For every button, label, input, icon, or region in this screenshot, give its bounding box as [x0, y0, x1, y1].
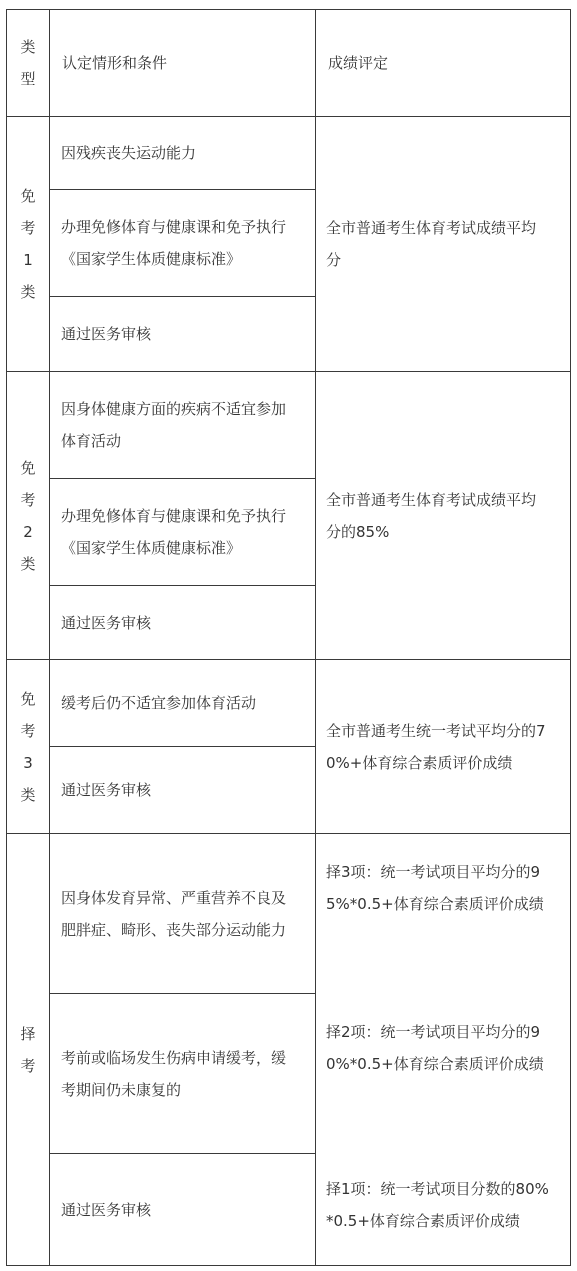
score-line: 分	[326, 251, 342, 269]
condition-cell	[50, 117, 316, 190]
type-cell-exempt-3	[7, 660, 50, 834]
score-line: *0.5+体育综合素质评价成绩	[326, 1212, 520, 1230]
score-option-3	[326, 856, 564, 920]
type-char: 免	[20, 689, 36, 708]
condition-cell	[50, 994, 316, 1154]
score-line: 0%+体育综合素质评价成绩	[326, 753, 513, 772]
type-char: 免	[20, 458, 36, 477]
table-row	[7, 372, 571, 479]
condition-line: 因身体发育异常、严重营养不良及	[61, 888, 287, 907]
condition-cell	[50, 586, 316, 660]
condition-cell	[50, 190, 316, 297]
condition-cell	[50, 297, 316, 372]
score-line: 择2项：统一考试项目平均分的9	[326, 1023, 541, 1041]
header-type-char-2: 型	[20, 70, 36, 88]
score-cell-optional	[316, 834, 571, 1266]
condition-line: 办理免修体育与健康课和免予执行	[61, 507, 287, 525]
score-option-1	[326, 1173, 564, 1237]
condition-cell	[50, 660, 316, 747]
score-line: 全市普通考生体育考试成绩平均	[326, 219, 537, 237]
type-char: 考	[20, 721, 36, 740]
condition-line: 通过医务审核	[61, 325, 152, 343]
type-char: 考	[20, 1056, 36, 1075]
header-type-char-1: 类	[20, 38, 36, 56]
table-row	[7, 834, 571, 994]
score-cell	[316, 372, 571, 660]
condition-cell	[50, 1154, 316, 1266]
condition-line: 因身体健康方面的疾病不适宜参加	[61, 400, 287, 418]
score-line: 全市普通考生体育考试成绩平均	[326, 490, 537, 509]
score-line: 5%*0.5+体育综合素质评价成绩	[326, 895, 544, 913]
type-char: 3	[23, 753, 33, 772]
header-conditions: 认定情形和条件	[50, 10, 316, 117]
type-char: 1	[23, 251, 33, 269]
type-char: 择	[20, 1024, 36, 1043]
condition-cell	[50, 834, 316, 994]
header-row	[7, 10, 571, 117]
condition-line: 考前或临场发生伤病申请缓考，缓	[61, 1048, 287, 1067]
score-line: 0%*0.5+体育综合素质评价成绩	[326, 1055, 544, 1073]
type-char: 考	[20, 490, 36, 509]
type-char: 免	[20, 187, 36, 205]
condition-line: 《国家学生体质健康标准》	[61, 250, 242, 268]
condition-line: 考期间仍未康复的	[61, 1080, 182, 1099]
score-option-2	[326, 1016, 564, 1080]
header-type	[7, 10, 50, 117]
table-row	[7, 660, 571, 747]
condition-line: 通过医务审核	[61, 781, 152, 799]
exemption-criteria-table	[6, 9, 571, 1266]
type-cell-optional	[7, 834, 50, 1266]
type-char: 类	[20, 283, 36, 301]
condition-line: 通过医务审核	[61, 613, 152, 632]
condition-line: 缓考后仍不适宜参加体育活动	[61, 694, 257, 712]
score-line: 择1项：统一考试项目分数的80%	[326, 1180, 549, 1198]
condition-line: 办理免修体育与健康课和免予执行	[61, 218, 287, 236]
score-cell	[316, 660, 571, 834]
type-char: 2	[23, 522, 33, 541]
header-score: 成绩评定	[316, 10, 571, 117]
condition-line: 因残疾丧失运动能力	[61, 144, 197, 162]
type-cell-exempt-1	[7, 117, 50, 372]
score-line: 分的85%	[326, 522, 390, 541]
condition-cell	[50, 479, 316, 586]
condition-line: 通过医务审核	[61, 1200, 152, 1219]
condition-cell	[50, 372, 316, 479]
condition-line: 《国家学生体质健康标准》	[61, 539, 242, 557]
condition-cell	[50, 747, 316, 834]
type-char: 类	[20, 785, 36, 804]
condition-line: 肥胖症、畸形、丧失部分运动能力	[61, 920, 287, 939]
score-cell	[316, 117, 571, 372]
type-char: 考	[20, 219, 36, 237]
type-char: 类	[20, 554, 36, 573]
type-cell-exempt-2	[7, 372, 50, 660]
table-row	[7, 117, 571, 190]
score-line: 择3项：统一考试项目平均分的9	[326, 863, 541, 881]
condition-line: 体育活动	[61, 432, 122, 450]
score-line: 全市普通考生统一考试平均分的7	[326, 721, 546, 740]
